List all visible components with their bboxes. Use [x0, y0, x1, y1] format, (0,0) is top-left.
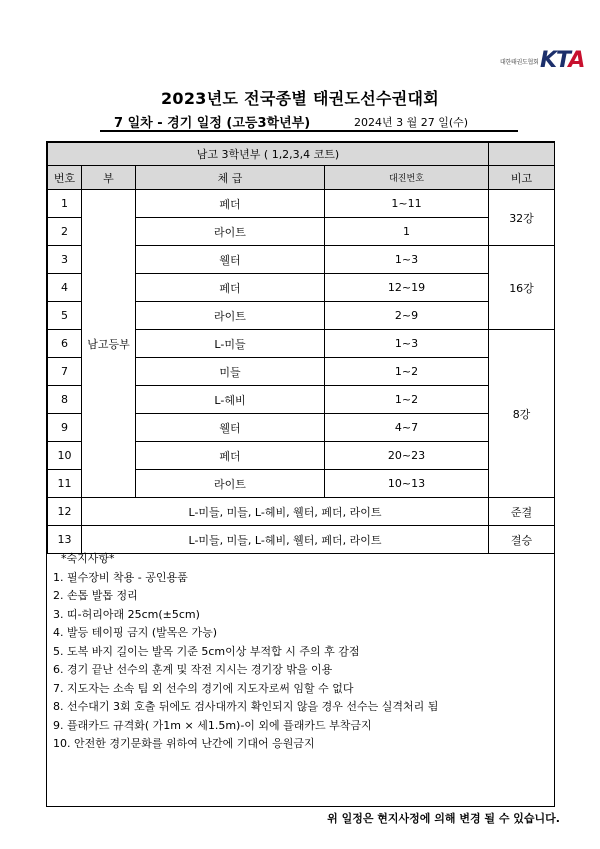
notice-item: 3. 띠-허리아래 25cm(±5cm)	[53, 607, 200, 621]
logo-org-name: 대한태권도협회	[500, 59, 539, 66]
weight-class: L-미들	[136, 330, 325, 358]
day-label: 7 일차 - 경기 일정 (고등3학년부)	[114, 116, 311, 131]
header-division: 부	[82, 166, 136, 190]
table-row	[48, 190, 555, 218]
notice-item: 9. 플래카드 규격화( 가1m × 세1.5m)-이 외에 플래카드 부착금지	[53, 718, 372, 732]
bracket-number: 1~11	[325, 190, 489, 218]
round-note-semifinal: 준결	[489, 498, 555, 526]
weight-class: 웰터	[136, 414, 325, 442]
bracket-number: 1~2	[325, 386, 489, 414]
header-no: 번호	[48, 166, 82, 190]
kta-logo	[500, 48, 585, 74]
notice-item: 1. 필수장비 착용 - 공인용품	[53, 570, 188, 584]
schedule-sheet	[46, 141, 555, 807]
footer-note: 위 일정은 현지사정에 의해 변경 될 수 있습니다.	[327, 812, 560, 825]
row-number: 11	[48, 470, 82, 498]
round-note-16: 16강	[489, 246, 555, 330]
division-cell: 남고등부	[82, 190, 136, 498]
notice-item: 10. 안전한 경기문화를 위하여 난간에 기대어 응원금지	[53, 737, 315, 750]
page-title: 2023년도 전국종별 태권도선수권대회	[160, 89, 440, 108]
row-number: 3	[48, 246, 82, 274]
notice-item: 2. 손톱 발톱 정리	[53, 589, 138, 602]
header-note: 비고	[489, 166, 555, 190]
section-header-row	[48, 143, 555, 166]
bracket-number: 10~13	[325, 470, 489, 498]
round-note-8: 8강	[489, 330, 555, 498]
row-number: 6	[48, 330, 82, 358]
bracket-number: 1	[325, 218, 489, 246]
row-number: 8	[48, 386, 82, 414]
row-number: 7	[48, 358, 82, 386]
schedule-subtitle	[100, 112, 518, 132]
row-number: 9	[48, 414, 82, 442]
row-number: 5	[48, 302, 82, 330]
header-weight: 체 급	[136, 166, 325, 190]
notice-item: 4. 발등 테이핑 금지 (발목은 가능)	[53, 626, 218, 639]
notice-item: 6. 경기 끝난 선수의 훈계 및 작전 지시는 경기장 밖을 이용	[53, 663, 333, 676]
schedule-date: 2024년 3 월 27 일(수)	[354, 116, 469, 129]
bracket-number: 20~23	[325, 442, 489, 470]
weight-classes-all: L-미들, 미들, L-헤비, 웰터, 페더, 라이트	[82, 526, 489, 554]
bracket-number: 4~7	[325, 414, 489, 442]
notice-heading: *숙지사항*	[61, 552, 115, 565]
row-number: 12	[48, 498, 82, 526]
notice-item: 7. 지도자는 소속 팀 외 선수의 경기에 지도자로써 임할 수 없다	[53, 681, 354, 695]
notice-list	[53, 550, 438, 754]
row-number: 2	[48, 218, 82, 246]
bracket-number: 12~19	[325, 274, 489, 302]
bracket-number: 1~3	[325, 330, 489, 358]
notice-item: 5. 도복 바지 길이는 발목 기준 5cm이상 부적합 시 주의 후 감점	[53, 644, 360, 658]
logo-mark: KTA	[540, 48, 585, 73]
bracket-number: 1~2	[325, 358, 489, 386]
weight-class: 라이트	[136, 302, 325, 330]
row-number: 13	[48, 526, 82, 554]
section-title-blank	[489, 143, 555, 166]
schedule-table	[47, 142, 555, 554]
header-bracket: 대진번호	[325, 166, 489, 190]
weight-class: 웰터	[136, 246, 325, 274]
weight-class: 페더	[136, 274, 325, 302]
bracket-number: 2~9	[325, 302, 489, 330]
table-row	[48, 498, 555, 526]
notice-item: 8. 선수대기 3회 호출 뒤에도 검사대까지 확인되지 않을 경우 선수는 실격처리 됨	[53, 700, 439, 713]
weight-classes-all: L-미들, 미들, L-헤비, 웰터, 페더, 라이트	[82, 498, 489, 526]
weight-class: 라이트	[136, 218, 325, 246]
column-header-row	[48, 166, 555, 190]
weight-class: 페더	[136, 442, 325, 470]
row-number: 1	[48, 190, 82, 218]
weight-class: 페더	[136, 190, 325, 218]
row-number: 4	[48, 274, 82, 302]
weight-class: 라이트	[136, 470, 325, 498]
weight-class: L-헤비	[136, 386, 325, 414]
bracket-number: 1~3	[325, 246, 489, 274]
weight-class: 미들	[136, 358, 325, 386]
round-note-final: 결승	[489, 526, 555, 554]
round-note-32: 32강	[489, 190, 555, 246]
row-number: 10	[48, 442, 82, 470]
section-title: 남고 3학년부 ( 1,2,3,4 코트)	[48, 143, 489, 166]
